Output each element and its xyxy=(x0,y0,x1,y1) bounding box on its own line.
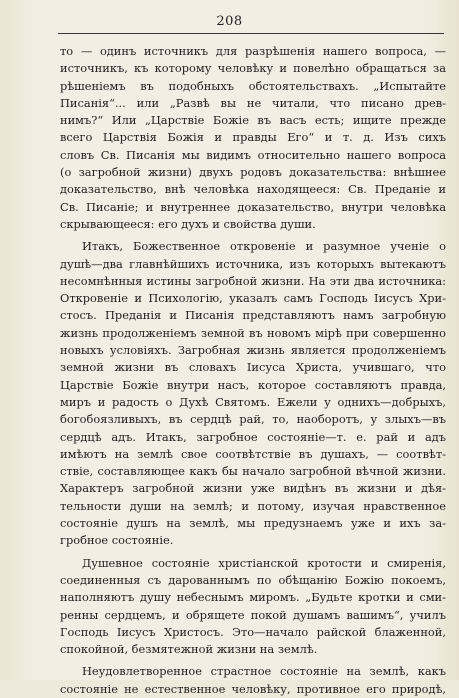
paragraph-1 xyxy=(60,43,446,233)
text-line: то — одинъ источникъ для разрѣшенія нашего вопроса, — xyxy=(60,44,446,58)
text-line: источникъ, къ которому человѣку и повелѣно обращаться за xyxy=(60,61,446,76)
text-line: душѣ—два главнѣйшихъ источника, изъ которыхъ вытекаютъ xyxy=(60,256,446,271)
text-line: Итакъ, Божественное откровеніе и разумное ученіе о xyxy=(82,239,446,254)
header-rule xyxy=(58,33,444,34)
text-line: сердцѣ адъ. Итакъ, загробное состояніе—т. е. рай и адъ xyxy=(60,429,446,444)
text-line: (о загробной жизни) двухъ родовъ доказательства: внѣшнее xyxy=(60,165,446,180)
text-line: жизнь продолженіемъ земной въ новомъ мірѣ при совершенно xyxy=(60,325,446,340)
text-line: Господь Іисусъ Христосъ. Это—начало райской блаженной, xyxy=(60,624,446,639)
text-line: Писанія“... или „Развѣ вы не читали, что писано древ- xyxy=(60,95,446,110)
text-line: стосъ. Преданія и Писанія представляютъ намъ загробную xyxy=(60,308,446,323)
text-line: Царствіе Божіе внутри насъ, которое составляютъ правда, xyxy=(60,377,446,392)
text-line: Душевное состояніе христіанской кротости и смиренія, xyxy=(82,555,446,570)
text-line: несомнѣнныя истины загробной жизни. На эти два источника: xyxy=(60,273,446,288)
text-line: рѣшеніемъ въ подобныхъ обстоятельствахъ. „Испытайте xyxy=(60,78,446,93)
text-line: Откровеніе и Психологію, указалъ самъ Господь Іисусъ Хри- xyxy=(60,291,446,306)
paragraph-4 xyxy=(60,663,446,698)
text-line: гробное состояніе. xyxy=(60,533,174,548)
text-line: спокойной, безмятежной жизни на землѣ. xyxy=(60,642,318,657)
text-line: нимъ?“ Или „Царствіе Божіе въ васъ есть; ищите прежде xyxy=(60,113,446,128)
text-line: соединенныя съ дарованнымъ по обѣщанію Божію покоемъ, xyxy=(60,572,446,587)
text-line: Неудовлетворенное страстное состояніе на землѣ, какъ xyxy=(82,664,446,679)
body-text xyxy=(60,43,446,698)
text-line: доказательство, внѣ человѣка находящееся: Св. Преданіе и xyxy=(60,182,446,197)
text-line: богобоязливыхъ, въ сердцѣ рай, то, наоборотъ, у злыхъ—въ xyxy=(60,412,446,427)
text-line: Св. Писаніе; и внутреннее доказательство, внутри человѣка xyxy=(60,199,446,214)
text-line: состояніе душъ на землѣ, мы предузнаемъ уже и ихъ за- xyxy=(60,516,446,531)
text-line: имѣютъ на землѣ свое соотвѣтствіе въ душахъ, — соотвѣт- xyxy=(60,446,446,461)
text-line: словъ Св. Писанія мы видимъ относительно нашего вопроса xyxy=(60,147,446,162)
text-line: скрывающееся: его духъ и свойства души. xyxy=(60,216,316,231)
text-line: миръ и радость о Духѣ Святомъ. Ежели у однихъ—добрыхъ, xyxy=(60,394,446,409)
text-line: ствіе, составляющее какъ бы начало загробной вѣчной жизни. xyxy=(60,464,446,479)
page-number: 208 xyxy=(216,14,243,29)
text-line: новыхъ условіяхъ. Загробная жизнь является продолженіемъ xyxy=(60,343,446,358)
text-line: ренны сердцемъ, и обрящете покой душамъ вашимъ“, училъ xyxy=(60,607,446,622)
text-line: тельности души на землѣ; и потому, изучая нравственное xyxy=(60,498,446,513)
text-line: земной жизни въ словахъ Іисуса Христа, учившаго, что xyxy=(60,360,446,375)
text-line: всего Царствія Божія и правды Его“ и т. д. Изъ сихъ xyxy=(60,130,446,145)
paragraph-2 xyxy=(60,238,446,549)
paragraph-3 xyxy=(60,555,446,659)
text-line: состояніе не естественное человѣку, противное его природѣ, xyxy=(60,681,446,696)
text-line: наполняютъ душу небеснымъ миромъ. „Будьте кротки и сми- xyxy=(60,590,446,605)
text-line: Характеръ загробной жизни уже видѣнъ въ жизни и дѣя- xyxy=(60,481,446,496)
